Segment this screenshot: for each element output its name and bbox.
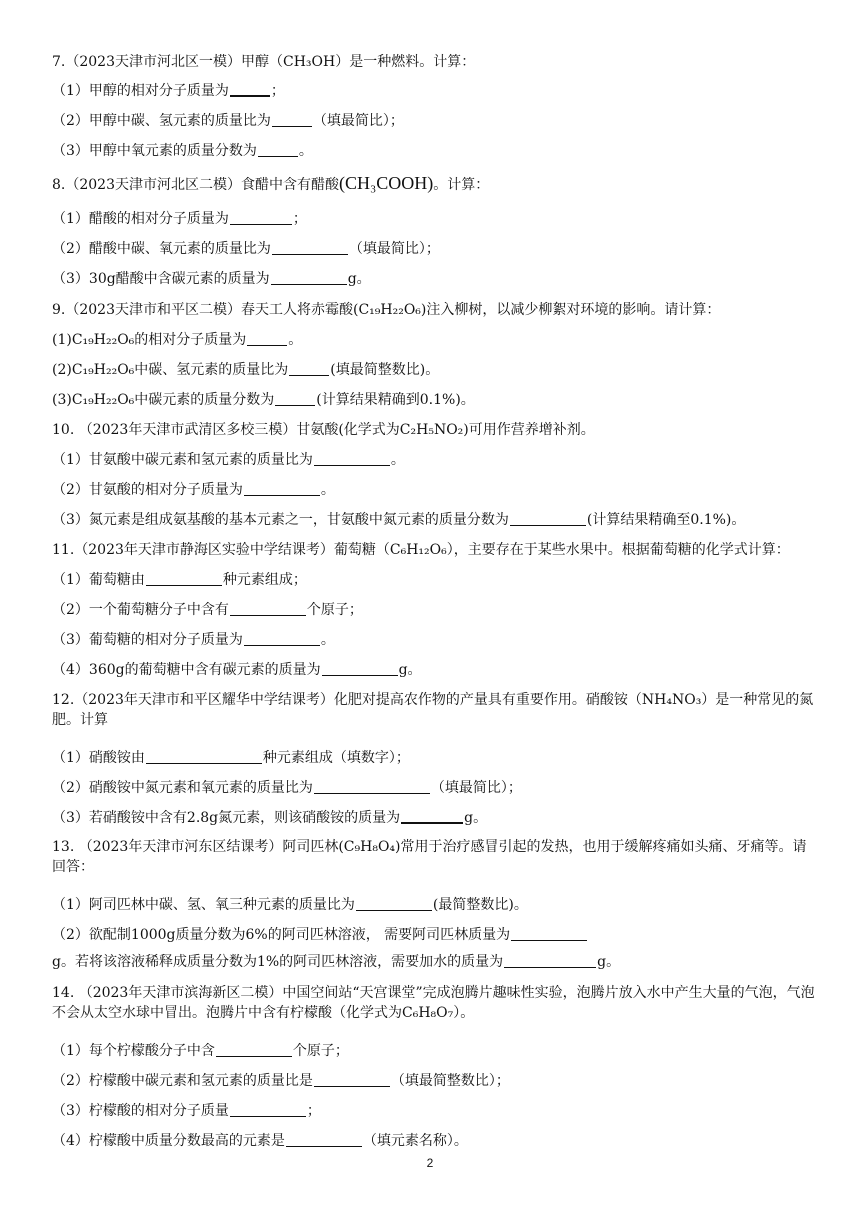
answer-blank[interactable] — [230, 1102, 306, 1117]
answer-blank[interactable] — [322, 661, 398, 676]
q7-item-3: （3）甲醇中氧元素的质量分数为 。 — [52, 143, 313, 159]
q11-item-4: （4）360g的葡萄糖中含有碳元素的质量为 g。 — [52, 662, 422, 678]
answer-blank[interactable] — [504, 953, 596, 968]
q10-item-2: （2）甘氨酸的相对分子质量为 。 — [52, 482, 335, 498]
question-12-header: 12.（2023年天津市和平区耀华中学结课考）化肥对提高农作物的产量具有重要作用。硝酸铵（NH₄NO₃）是一种常见的氮肥。计算 — [52, 692, 814, 728]
q11-item-1: （1）葡萄糖由 种元素组成； — [52, 572, 307, 588]
answer-blank[interactable] — [286, 1132, 362, 1147]
q13-item-1: （1）阿司匹林中碳、氢、氧三种元素的质量比为 (最简整数比)。 — [52, 897, 528, 913]
answer-blank[interactable] — [244, 481, 320, 496]
answer-blank[interactable] — [244, 631, 320, 646]
q13-item-2: （2）欲配制1000g质量分数为6%的阿司匹林溶液， 需要阿司匹林质量为 — [52, 925, 820, 945]
answer-blank[interactable] — [272, 112, 312, 127]
q9-item-2: (2)C₁₉H₂₂O₆中碳、氢元素的质量比为 (填最简整数比)。 — [52, 362, 440, 378]
answer-blank[interactable] — [314, 1072, 390, 1087]
answer-blank[interactable] — [146, 749, 262, 764]
q8-item-3: （3）30g醋酸中含碳元素的质量为 g。 — [52, 271, 371, 287]
question-8-header: 8.（2023天津市河北区二模）食醋中含有醋酸(CH₃COOH)。计算： — [52, 173, 490, 193]
q11-item-2: （2）一个葡萄糖分子中含有 个原子； — [52, 602, 363, 618]
q7-item-2: （2）甲醇中碳、氢元素的质量比为 （填最简比）； — [52, 113, 404, 129]
q7-item-1: （1）甲醇的相对分子质量为 ； — [52, 83, 285, 99]
q13-item-2-cont: g。若将该溶液稀释成质量分数为1%的阿司匹林溶液，需要加水的质量为 g。 — [52, 954, 621, 970]
q12-item-2: （2）硝酸铵中氮元素和氧元素的质量比为 （填最简比）； — [52, 780, 522, 796]
question-11-header: 11.（2023年天津市静海区实验中学结课考）葡萄糖（C₆H₁₂O₆），主要存在于某些水果中。根据葡萄糖的化学式计算： — [52, 542, 790, 558]
answer-blank[interactable] — [289, 361, 329, 376]
question-9-header: 9.（2023天津市和平区二模）春天工人将赤霉酸(C₁₉H₂₂O₆)注入柳树，以减少柳絮对环境的影响。请计算： — [52, 302, 721, 318]
q14-item-1: （1）每个柠檬酸分子中含 个原子； — [52, 1043, 349, 1059]
answer-blank[interactable] — [314, 779, 430, 794]
q8-item-2: （2）醋酸中碳、氧元素的质量比为 （填最简比）； — [52, 241, 440, 257]
page-number: 2 — [426, 1156, 434, 1170]
q8-item-1: （1）醋酸的相对分子质量为 ； — [52, 211, 307, 227]
answer-blank[interactable] — [146, 571, 222, 586]
q14-item-4: （4）柠檬酸中质量分数最高的元素是 （填元素名称）。 — [52, 1133, 468, 1149]
q10-item-1: （1）甘氨酸中碳元素和氢元素的质量比为 。 — [52, 452, 405, 468]
answer-blank[interactable] — [247, 331, 287, 346]
question-10-header: 10. （2023年天津市武清区多校三模）甘氨酸(化学式为C₂H₅NO₂)可用作营养增补剂。 — [52, 422, 595, 438]
answer-blank[interactable] — [356, 896, 432, 911]
answer-blank[interactable] — [272, 240, 348, 255]
answer-blank[interactable] — [271, 270, 347, 285]
acetic-acid-formula: (CH₃COOH) — [339, 173, 434, 193]
q12-item-3: （3）若硝酸铵中含有2.8g氮元素，则该硝酸铵的质量为 g。 — [52, 810, 488, 826]
question-7-header: 7.（2023天津市河北区一模）甲醇（CH₃OH）是一种燃料。计算： — [52, 54, 476, 70]
answer-blank[interactable] — [401, 808, 463, 824]
answer-blank[interactable] — [314, 451, 390, 466]
answer-blank[interactable] — [510, 511, 586, 526]
answer-blank[interactable] — [258, 142, 298, 157]
q11-item-3: （3）葡萄糖的相对分子质量为 。 — [52, 632, 335, 648]
q14-item-2: （2）柠檬酸中碳元素和氢元素的质量比是 （填最简整数比）； — [52, 1073, 510, 1089]
answer-blank[interactable] — [511, 926, 587, 941]
question-14-header: 14. （2023年天津市滨海新区二模）中国空间站“天宫课堂”完成泡腾片趣味性实验，泡腾片放入水中产生大量的气泡，气泡不会从太空水球中冒出。泡腾片中含有柠檬酸（化学式为C₆H₈O₇）。 — [52, 985, 815, 1021]
q14-item-3: （3）柠檬酸的相对分子质量 ； — [52, 1103, 321, 1119]
answer-blank[interactable] — [230, 210, 292, 225]
question-13-header: 13. （2023年天津市河东区结课考）阿司匹林(C₉H₈O₄)常用于治疗感冒引起的发热，也用于缓解疼痛如头痛、牙痛等。请回答： — [52, 839, 807, 875]
q12-item-1: （1）硝酸铵由 种元素组成（填数字）； — [52, 750, 410, 766]
answer-blank[interactable] — [230, 81, 270, 97]
answer-blank[interactable] — [230, 601, 306, 616]
q9-item-1: (1)C₁₉H₂₂O₆的相对分子质量为 。 — [52, 332, 303, 348]
answer-blank[interactable] — [275, 391, 315, 406]
q10-item-3: （3）氮元素是组成氨基酸的基本元素之一，甘氨酸中氮元素的质量分数为 (计算结果精确至0.1%)。 — [52, 512, 746, 528]
q9-item-3: (3)C₁₉H₂₂O₆中碳元素的质量分数为 (计算结果精确到0.1%)。 — [52, 392, 475, 408]
answer-blank[interactable] — [216, 1042, 292, 1057]
